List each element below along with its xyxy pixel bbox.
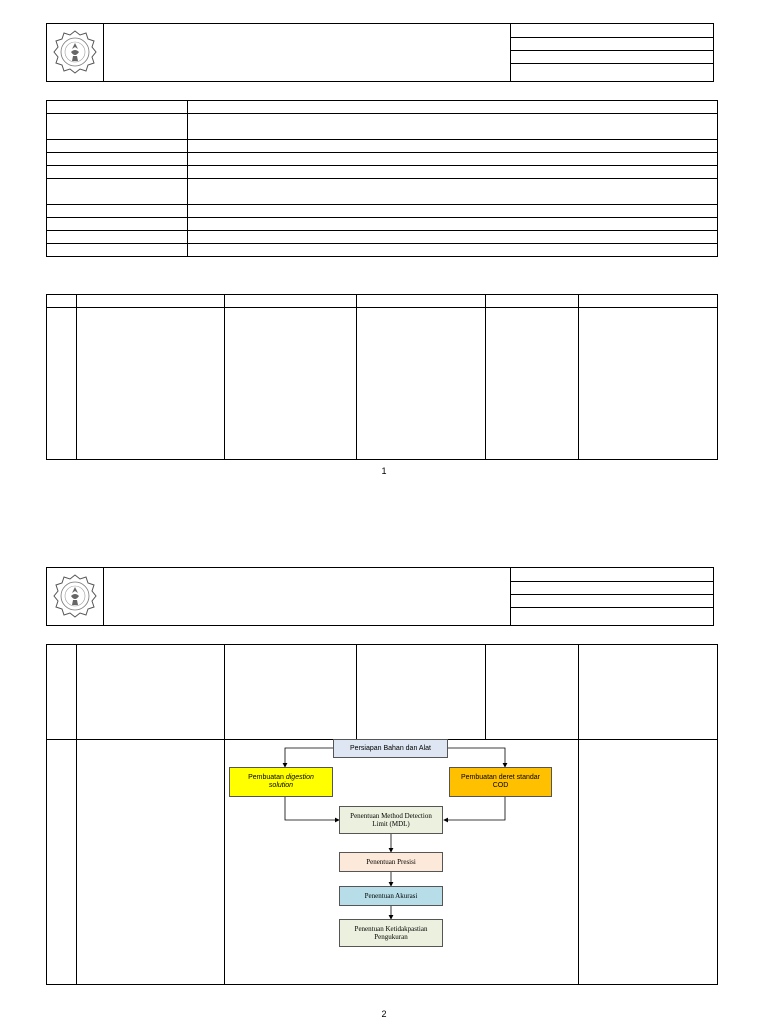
- flowchart-mdl-label: Penentuan Method Detection Limit (MDL): [350, 812, 432, 828]
- flowchart-start-box: [333, 739, 448, 758]
- flowchart-presisi-box: [339, 852, 443, 872]
- flowchart-left-branch-box: [229, 767, 333, 797]
- flowchart-right-branch-label: Pembuatan deret standar COD: [461, 774, 540, 789]
- flowchart-left-branch-label: Pembuatan digestion solution: [248, 774, 314, 789]
- flowchart-akurasi-label: Penentuan Akurasi: [364, 892, 418, 900]
- flowchart-presisi-label: Penentuan Presisi: [366, 858, 416, 866]
- flowchart-ketidakpastian-label: Penentuan Ketidakpastian Pengukuran: [354, 925, 428, 941]
- flowchart-ketidakpastian-box: [339, 919, 443, 947]
- page-number: 2: [381, 1009, 387, 1019]
- flowchart-start-label: Persiapan Bahan dan Alat: [350, 744, 431, 752]
- flowchart-akurasi-box: [339, 886, 443, 906]
- page-number: 1: [381, 466, 387, 476]
- flowchart-right-branch-box: [449, 767, 552, 797]
- flowchart-mdl-box: [339, 806, 443, 834]
